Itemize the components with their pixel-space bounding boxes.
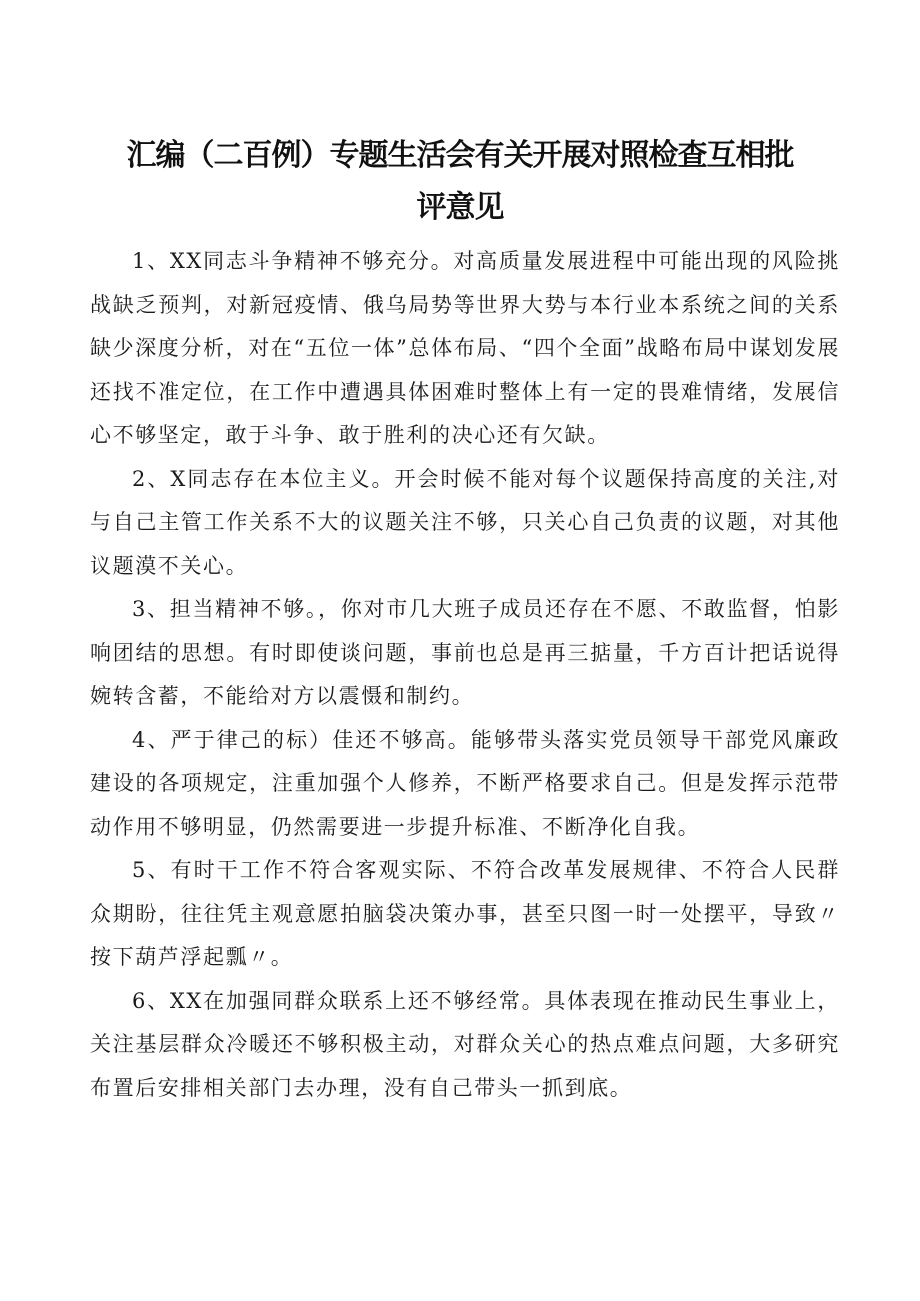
paragraph-2: 2、X同志存在本位主义。开会时候不能对每个议题保持高度的关注,对与自己主管工作关系不大的议题关注不够，只关心自己负责的议题，对其他议题漠不关心。 xyxy=(90,466,840,578)
paragraph-1: 1、XX同志斗争精神不够充分。对高质量发展进程中可能出现的风险挑战缺乏预判，对新冠疫情、俄乌局势等世界大势与本行业本系统之间的关系缺少深度分析，对在“五位一体”总体布局、“四个全面”战略布局中谋划发展还找不准定位，在工作中遭遇具体困难时整体上有一定的畏难情绪，发展信心不够坚定，敢于斗争、敢于胜利的决心还有欠缺。 xyxy=(90,249,840,447)
paragraph-6: 6、XX在加强同群众联系上还不够经常。具体表现在推动民生事业上，关注基层群众冷暖还不够积极主动，对群众关心的热点难点问题，大多研究布置后安排相关部门去办理，没有自己带头一抓到底。 xyxy=(90,988,840,1100)
paragraph-4: 4、严于律己的标）佳还不够高。能够带头落实党员领导干部党风廉政建设的各项规定，注重加强个人修养，不断严格要求自己。但是发挥示范带动作用不够明显，仍然需要进一步提升标准、不断净化自我。 xyxy=(90,727,840,839)
document-body xyxy=(90,240,840,1110)
paragraph-3: 3、担当精神不够。，你对市几大班子成员还存在不愿、不敢监督，怕影响团结的思想。有时即使谈问题，事前也总是再三掂量，千方百计把话说得婉转含蓄，不能给对方以震慑和制约。 xyxy=(90,597,840,708)
title-line-2: 评意见 xyxy=(416,190,504,226)
paragraph-5: 5、有时干工作不符合客观实际、不符合改革发展规律、不符合人民群众期盼，往往凭主观意愿拍脑袋决策办事，甚至只图一时一处摆平，导致〃按下葫芦浮起瓢〃。 xyxy=(90,858,840,969)
document-title xyxy=(110,130,810,234)
title-line-1: 汇编（二百例）专题生活会有关开展对照检查互相批 xyxy=(126,138,794,174)
